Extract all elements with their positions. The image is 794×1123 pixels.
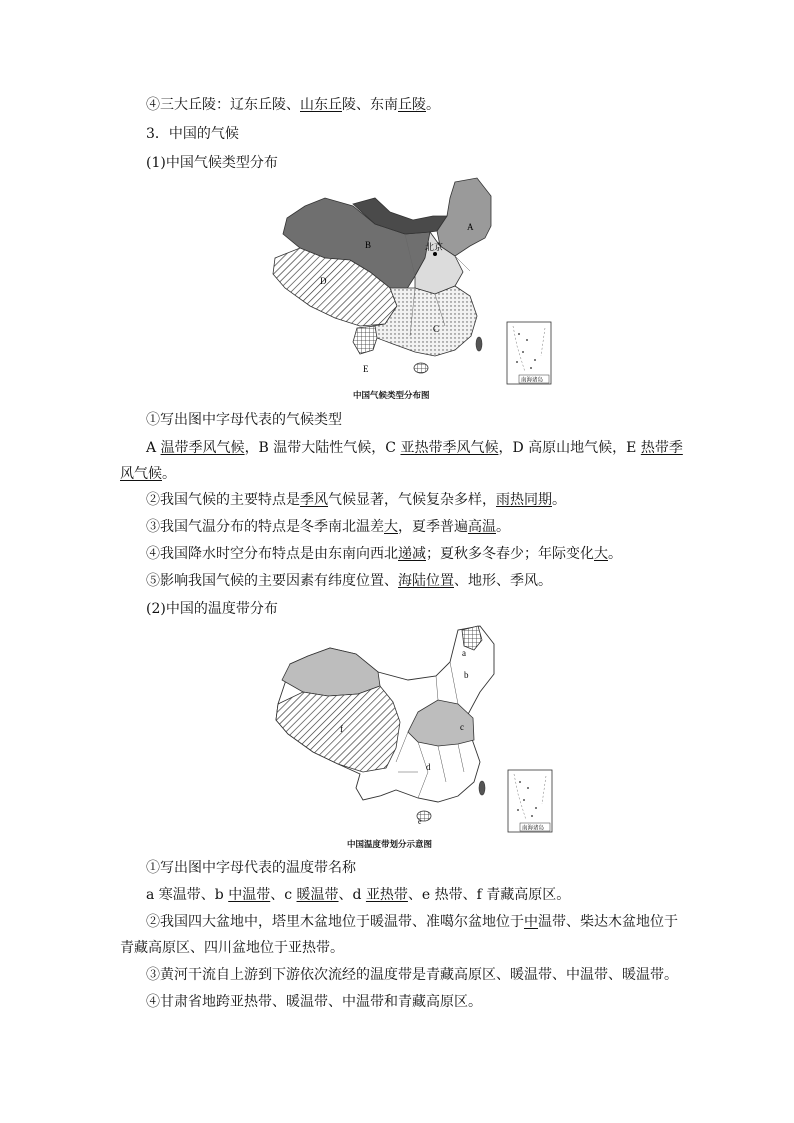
map2-caption: 中国温度带划分示意图	[347, 840, 433, 850]
map1-inset-label: 南海诸岛	[521, 377, 544, 384]
subsection-1-title: (1)中国气候类型分布	[146, 155, 278, 171]
hills-line: ④三大丘陵：辽东丘陵、山东丘陵、东南丘陵。	[146, 97, 440, 113]
climate-q2: ②我国气候的主要特点是季风气候显著，气候复杂多样，雨热同期。	[146, 492, 566, 508]
map2-label-f: f	[340, 724, 343, 734]
zone-f	[276, 686, 400, 772]
temp-q2-line2: 青藏高原区、四川盆地位于亚热带。	[120, 940, 344, 956]
map1-beijing-label: 北京	[425, 243, 444, 253]
climate-q1-line2: 风气候。	[120, 466, 176, 482]
climate-q5: ⑤影响我国气候的主要因素有纬度位置、海陆位置、地形、季风。	[146, 573, 552, 589]
hainan-island	[414, 363, 428, 373]
climate-q3: ③我国气温分布的特点是冬季南北温差大，夏季普遍高温。	[146, 519, 510, 535]
climate-q4: ④我国降水时空分布特点是由东南向西北递减；夏秋多冬春少；年际变化大。	[146, 546, 622, 562]
climate-region-e	[353, 326, 377, 354]
climate-q1-line1: A 温带季风气候，B 温带大陆性气候，C 亚热带季风气候，D 高原山地气候，E 热带季	[146, 440, 683, 456]
zone-b-west	[282, 648, 380, 696]
temp-q3: ③黄河干流自上游到下游依次流经的温度带是青藏高原区、暖温带、中温带、暖温带。	[146, 967, 678, 983]
map1-label-b: B	[365, 240, 372, 250]
map1-label-a: A	[467, 222, 474, 232]
map2-label-b: b	[464, 670, 469, 680]
map1-caption: 中国气候类型分布图	[353, 391, 430, 401]
map2-label-d: d	[426, 762, 431, 772]
taiwan-island	[476, 337, 482, 351]
temperature-zone-map	[268, 622, 558, 836]
map2-label-c: c	[460, 722, 464, 732]
temp-q1-answer: a 寒温带、b 中温带、c 暖温带、d 亚热带、e 热带、f 青藏高原区。	[146, 887, 571, 903]
temp-q1-intro: ①写出图中字母代表的温度带名称	[146, 860, 356, 876]
taiwan-island-2	[479, 781, 485, 795]
map1-label-d: D	[320, 276, 327, 286]
map2-inset-label: 南海诸岛	[522, 825, 545, 832]
map2-label-e: e	[418, 817, 422, 826]
subsection-2-title: (2)中国的温度带分布	[146, 601, 278, 617]
map1-label-c: C	[433, 324, 440, 334]
map1-label-e: E	[363, 364, 369, 374]
temp-q2-line1: ②我国四大盆地中，塔里木盆地位于暖温带、准噶尔盆地位于中温带、柴达木盆地位于	[146, 914, 678, 930]
climate-type-map	[265, 176, 555, 388]
temp-q4: ④甘肃省地跨亚热带、暖温带、中温带和青藏高原区。	[146, 994, 482, 1010]
section-3-title: 3．中国的气候	[146, 126, 239, 142]
map2-label-a: a	[462, 648, 466, 658]
climate-q1-intro: ①写出图中字母代表的气候类型	[146, 412, 342, 428]
